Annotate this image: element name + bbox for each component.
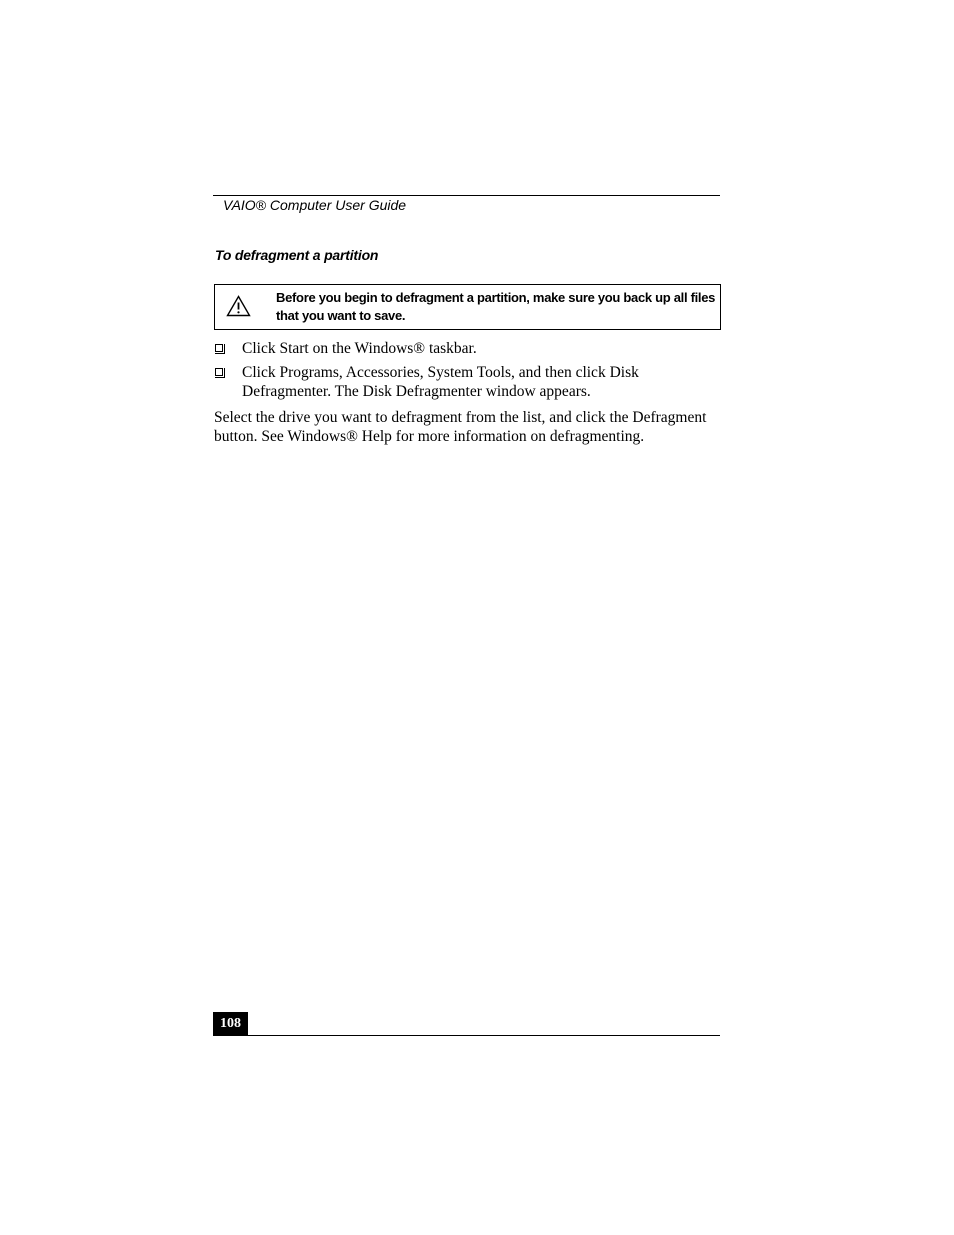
checkbox-bullet-icon: [215, 368, 223, 376]
page-number: 108: [213, 1012, 248, 1036]
header-rule: [213, 195, 720, 196]
footer-rule: [213, 1035, 720, 1036]
warning-triangle-icon: [226, 295, 251, 317]
caution-box: [214, 284, 721, 330]
section-heading: To defragment a partition: [215, 247, 379, 263]
step-list: [214, 339, 720, 406]
step-text: Click Programs, Accessories, System Tools, and then click Disk Defragmenter. The Disk Defragmenter window appears.: [242, 364, 639, 400]
running-header: VAIO® Computer User Guide: [223, 197, 407, 213]
list-item: [214, 363, 720, 401]
checkbox-bullet-icon: [215, 344, 223, 352]
caution-text: Before you begin to defragment a partition, make sure you back up all files that you want to save.: [276, 290, 716, 323]
list-item: [214, 339, 720, 358]
body-paragraph: Select the drive you want to defragment from the list, and click the Defragment button. See Windows® Help for more information on defragmenting.: [214, 409, 707, 445]
step-text: Click Start on the Windows® taskbar.: [242, 340, 477, 357]
